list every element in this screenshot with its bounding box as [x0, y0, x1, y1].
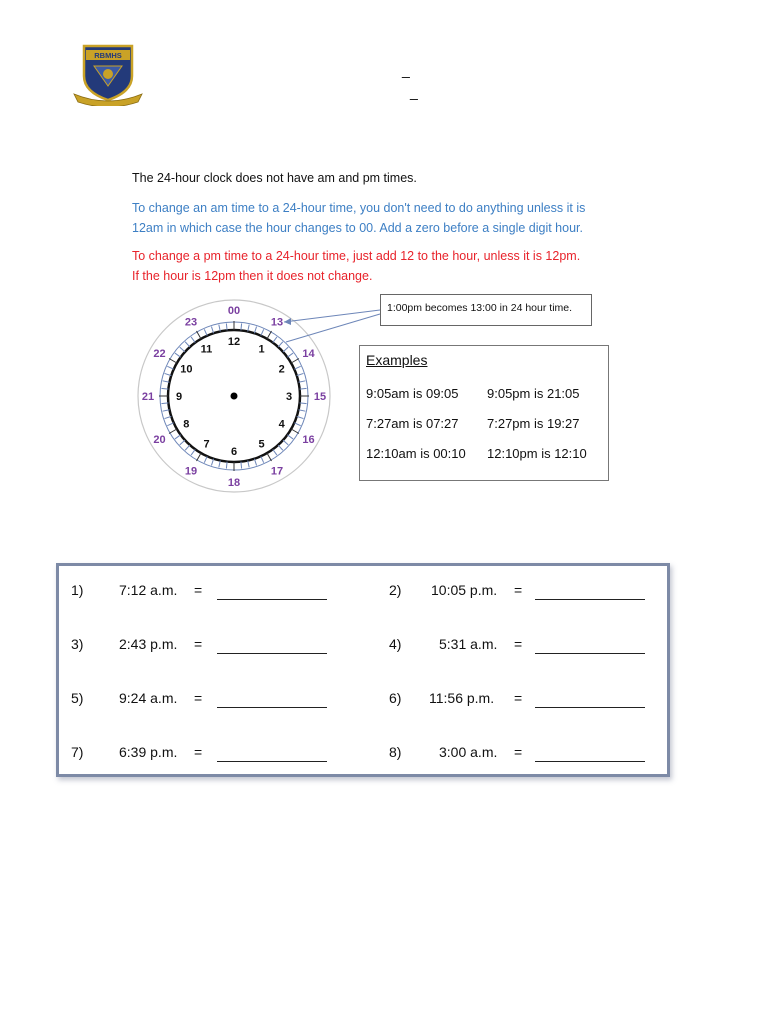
- answer-line[interactable]: [535, 761, 645, 762]
- example-am: 12:10am is 00:10: [366, 446, 466, 461]
- answer-line[interactable]: [217, 599, 327, 600]
- clock-hour-24: 22: [153, 348, 166, 360]
- question-number: 7): [71, 744, 84, 760]
- clock-hour-24: 23: [184, 316, 198, 329]
- clock-hour-24: 00: [227, 305, 241, 317]
- question-equals: =: [514, 636, 523, 652]
- header-dash: _: [410, 84, 418, 100]
- question-time: 10:05 p.m.: [431, 582, 498, 598]
- question-item: [389, 582, 649, 606]
- question-time: 6:39 p.m.: [119, 744, 178, 760]
- clock-hour-12: 10: [180, 363, 193, 376]
- question-number: 2): [389, 582, 402, 598]
- intro-am-line-1: To change an am time to a 24-hour time, you don't need to do anything unless it is: [132, 201, 586, 215]
- clock-hour-12: 4: [278, 418, 285, 431]
- clock-hour-12: 12: [227, 336, 241, 348]
- callout-arrow: [280, 306, 382, 346]
- clock-hour-12: 5: [258, 438, 265, 451]
- question-item: [71, 690, 331, 714]
- answer-line[interactable]: [535, 653, 645, 654]
- clock-hour-12: 1: [258, 343, 265, 356]
- questions-box: [56, 563, 670, 777]
- example-pm: 7:27pm is 19:27: [487, 416, 580, 431]
- intro-pm-line-2: If the hour is 12pm then it does not change.: [132, 269, 373, 283]
- answer-line[interactable]: [217, 707, 327, 708]
- clock-hour-12: 3: [285, 391, 293, 403]
- question-equals: =: [514, 690, 523, 706]
- question-number: 6): [389, 690, 402, 706]
- callout-box: 1:00pm becomes 13:00 in 24 hour time.: [380, 294, 592, 326]
- question-equals: =: [194, 582, 203, 598]
- answer-line[interactable]: [217, 653, 327, 654]
- clock-hour-24: 17: [270, 465, 284, 478]
- clock-hour-24: 13: [270, 316, 284, 329]
- question-equals: =: [194, 636, 203, 652]
- question-number: 1): [71, 582, 84, 598]
- intro-pm-rule: [132, 246, 612, 286]
- question-time: 7:12 a.m.: [119, 582, 178, 598]
- question-time: 2:43 p.m.: [119, 636, 178, 652]
- clock-hour-12: 11: [200, 343, 213, 356]
- question-number: 3): [71, 636, 84, 652]
- clock-hour-12: 6: [230, 446, 238, 458]
- intro-pm-line-1: To change a pm time to a 24-hour time, just add 12 to the hour, unless it is 12pm.: [132, 249, 581, 263]
- answer-line[interactable]: [217, 761, 327, 762]
- question-equals: =: [514, 744, 523, 760]
- question-time: 3:00 a.m.: [439, 744, 498, 760]
- header-dash: _: [402, 62, 410, 78]
- question-number: 5): [71, 690, 84, 706]
- question-item: [71, 636, 331, 660]
- question-time: 5:31 a.m.: [439, 636, 498, 652]
- answer-line[interactable]: [535, 707, 645, 708]
- clock-hour-24: 14: [302, 348, 315, 360]
- question-equals: =: [194, 690, 203, 706]
- clock-hour-12: 9: [175, 391, 183, 403]
- answer-line[interactable]: [535, 599, 645, 600]
- question-item: [389, 636, 649, 660]
- question-number: 4): [389, 636, 402, 652]
- question-item: [71, 744, 331, 768]
- clock-hour-12: 7: [203, 438, 210, 451]
- example-pm: 12:10pm is 12:10: [487, 446, 587, 461]
- clock-hour-24: 19: [184, 465, 198, 478]
- question-time: 11:56 p.m.: [429, 690, 495, 706]
- school-logo: [72, 42, 144, 106]
- question-number: 8): [389, 744, 402, 760]
- intro-am-line-2: 12am in which case the hour changes to 00. Add a zero before a single digit hour.: [132, 221, 583, 235]
- clock-hour-24: 15: [313, 391, 327, 403]
- intro-heading: The 24-hour clock does not have am and pm times.: [132, 171, 417, 185]
- clock-hour-24: 16: [302, 434, 315, 446]
- example-am: 7:27am is 07:27: [366, 416, 459, 431]
- clock-hour-24: 21: [141, 391, 155, 403]
- question-equals: =: [514, 582, 523, 598]
- intro-am-rule: [132, 198, 612, 238]
- question-item: [389, 690, 649, 714]
- example-am: 9:05am is 09:05: [366, 386, 459, 401]
- clock-center: [231, 393, 238, 400]
- question-item: [71, 582, 331, 606]
- question-item: [389, 744, 649, 768]
- clock-hour-24: 18: [227, 477, 241, 489]
- clock-hour-12: 8: [183, 418, 190, 431]
- question-time: 9:24 a.m.: [119, 690, 178, 706]
- clock-hour-12: 2: [278, 363, 285, 376]
- examples-box: [359, 345, 609, 481]
- question-equals: =: [194, 744, 203, 760]
- logo-text: RBMHS: [94, 51, 122, 60]
- clock-hour-24: 20: [153, 434, 166, 446]
- example-pm: 9:05pm is 21:05: [487, 386, 580, 401]
- examples-title: Examples: [366, 352, 428, 368]
